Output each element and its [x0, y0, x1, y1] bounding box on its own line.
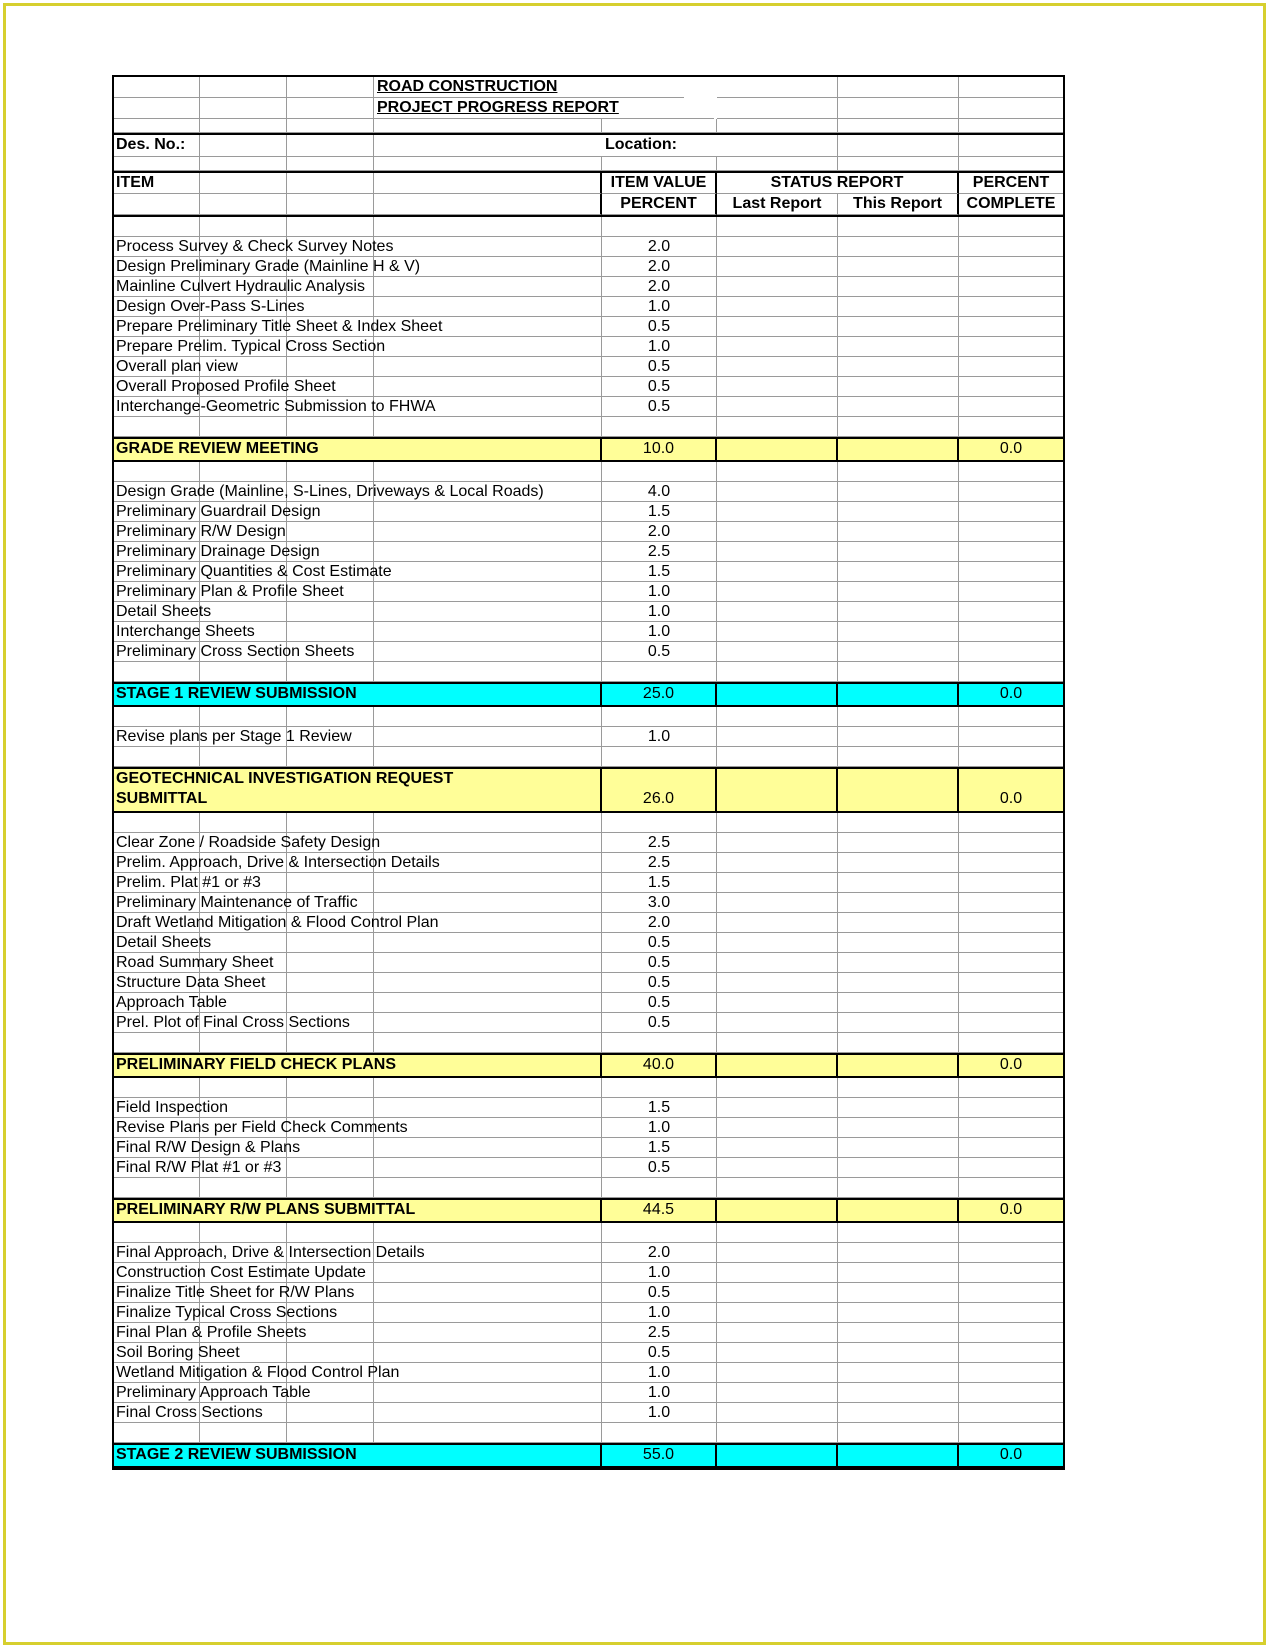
item-row: [114, 1243, 1063, 1263]
milestone-value: 55.0: [602, 1445, 717, 1466]
item-label: Finalize Title Sheet for R/W Plans: [116, 1284, 355, 1301]
status-report-header: STATUS REPORT: [717, 173, 959, 194]
item-label: Final Plan & Profile Sheets: [116, 1324, 307, 1341]
item-value: 1.5: [602, 1138, 717, 1158]
item-row: [114, 833, 1063, 853]
blank-row: [114, 1423, 1063, 1443]
item-header: ITEM: [114, 173, 200, 194]
percent-header: PERCENT: [959, 173, 1063, 194]
item-label: Preliminary R/W Design: [116, 523, 286, 540]
item-label: Structure Data Sheet: [116, 974, 266, 991]
item-row: [114, 1343, 1063, 1363]
milestone-row: [114, 767, 1063, 813]
item-row: [114, 542, 1063, 562]
item-label: Detail Sheets: [116, 934, 212, 951]
item-label: Soil Boring Sheet: [116, 1344, 240, 1361]
item-label: Prelim. Plat #1 or #3: [116, 874, 261, 891]
item-value: 0.5: [602, 377, 717, 397]
item-label: Preliminary Cross Section Sheets: [116, 643, 355, 660]
item-label: Construction Cost Estimate Update: [116, 1264, 366, 1281]
item-row: [114, 337, 1063, 357]
item-value: 1.5: [602, 1098, 717, 1118]
blank-row: [114, 1178, 1063, 1198]
spacer-row-2: [114, 157, 1063, 173]
item-value: 1.0: [602, 1263, 717, 1283]
blank-row: [114, 1078, 1063, 1098]
milestone-label: GRADE REVIEW MEETING: [114, 439, 602, 460]
milestone-row: [114, 1443, 1063, 1468]
item-row: [114, 622, 1063, 642]
item-value: 2.0: [602, 237, 717, 257]
milestone-label: STAGE 2 REVIEW SUBMISSION: [114, 1445, 602, 1466]
item-row: [114, 582, 1063, 602]
item-row: [114, 953, 1063, 973]
item-value: 1.0: [602, 582, 717, 602]
item-value: 1.5: [602, 562, 717, 582]
item-label: Preliminary Plan & Profile Sheet: [116, 583, 344, 600]
item-value: 0.5: [602, 317, 717, 337]
item-row: [114, 522, 1063, 542]
item-value: 1.0: [602, 622, 717, 642]
blank-row: [114, 217, 1063, 237]
title-row-2: [114, 98, 1063, 119]
blank-row: [114, 417, 1063, 437]
item-value: 1.5: [602, 873, 717, 893]
item-value: 0.5: [602, 1013, 717, 1033]
item-label: Preliminary Guardrail Design: [116, 503, 321, 520]
item-value: 3.0: [602, 893, 717, 913]
item-row: [114, 1403, 1063, 1423]
blank-row: [114, 1033, 1063, 1053]
percent-subheader: PERCENT: [602, 194, 717, 215]
item-label: Preliminary Quantities & Cost Estimate: [116, 563, 392, 580]
item-label: Clear Zone / Roadside Safety Design: [116, 834, 381, 851]
milestone-row: [114, 1053, 1063, 1078]
blank-row: [114, 813, 1063, 833]
item-label: Prel. Plot of Final Cross Sections: [116, 1014, 350, 1031]
item-row: [114, 1323, 1063, 1343]
milestone-value: 40.0: [602, 1055, 717, 1076]
item-label: Road Summary Sheet: [116, 954, 274, 971]
milestone-value: 44.5: [602, 1200, 717, 1221]
item-value: 1.0: [602, 1118, 717, 1138]
item-value: 0.5: [602, 1343, 717, 1363]
item-row: [114, 1363, 1063, 1383]
item-row: [114, 1118, 1063, 1138]
item-row: [114, 257, 1063, 277]
item-value: 1.5: [602, 502, 717, 522]
item-row: [114, 1263, 1063, 1283]
milestone-row: [114, 682, 1063, 707]
milestone-complete: 0.0: [959, 439, 1063, 460]
item-label: Final Cross Sections: [116, 1404, 263, 1421]
item-label: Final R/W Plat #1 or #3: [116, 1159, 282, 1176]
blank-row: [114, 747, 1063, 767]
item-value: 2.0: [602, 257, 717, 277]
milestone-label: PRELIMINARY FIELD CHECK PLANS: [114, 1055, 602, 1076]
des-location-row: [114, 135, 1063, 157]
item-value: 2.5: [602, 1323, 717, 1343]
item-label: Detail Sheets: [116, 603, 212, 620]
item-row: [114, 1013, 1063, 1033]
spacer-row: [114, 119, 1063, 135]
item-value: 0.5: [602, 953, 717, 973]
item-label: Interchange-Geometric Submission to FHWA: [116, 398, 436, 415]
item-row: [114, 1303, 1063, 1323]
milestone-label: STAGE 1 REVIEW SUBMISSION: [114, 684, 602, 705]
item-value: 0.5: [602, 642, 717, 662]
item-value: 1.0: [602, 602, 717, 622]
item-label: Design Over-Pass S-Lines: [116, 298, 305, 315]
item-label: Mainline Culvert Hydraulic Analysis: [116, 278, 365, 295]
item-row: [114, 1283, 1063, 1303]
item-label: Design Grade (Mainline, S-Lines, Driveways & Local Roads): [116, 483, 544, 500]
item-value: 0.5: [602, 397, 717, 417]
milestone-complete: 0.0: [959, 1445, 1063, 1466]
item-value: 2.0: [602, 913, 717, 933]
report-title-line1: ROAD CONSTRUCTION: [374, 77, 684, 98]
item-row: [114, 933, 1063, 953]
item-row: [114, 317, 1063, 337]
item-row: [114, 357, 1063, 377]
item-row: [114, 297, 1063, 317]
blank-row: [114, 707, 1063, 727]
item-row: [114, 562, 1063, 582]
item-value: 0.5: [602, 993, 717, 1013]
item-value: 1.0: [602, 1363, 717, 1383]
item-value: 1.0: [602, 727, 717, 747]
item-label: Draft Wetland Mitigation & Flood Control Plan: [116, 914, 439, 931]
item-row: [114, 397, 1063, 417]
item-row: [114, 873, 1063, 893]
item-value: 1.0: [602, 297, 717, 317]
item-row: [114, 1158, 1063, 1178]
item-row: [114, 642, 1063, 662]
item-value: 0.5: [602, 357, 717, 377]
item-row: [114, 602, 1063, 622]
item-row: [114, 973, 1063, 993]
report-title-line2: PROJECT PROGRESS REPORT: [374, 98, 714, 119]
item-label: Prelim. Approach, Drive & Intersection Details: [116, 854, 440, 871]
item-value: 0.5: [602, 973, 717, 993]
item-value: 4.0: [602, 482, 717, 502]
item-label: Interchange Sheets: [116, 623, 255, 640]
item-row: [114, 1098, 1063, 1118]
item-label: Preliminary Drainage Design: [116, 543, 320, 560]
item-label: Design Preliminary Grade (Mainline H & V): [116, 258, 421, 275]
last-report-header: Last Report: [717, 194, 838, 215]
item-label: Approach Table: [116, 994, 227, 1011]
item-label: Field Inspection: [116, 1099, 229, 1116]
des-no-label: Des. No.:: [114, 135, 200, 157]
milestone-complete: 0.0: [959, 684, 1063, 705]
blank-row: [114, 1223, 1063, 1243]
item-value: 1.0: [602, 1403, 717, 1423]
item-label: Finalize Typical Cross Sections: [116, 1304, 338, 1321]
item-label: Preliminary Approach Table: [116, 1384, 311, 1401]
milestone-complete: 0.0: [959, 1200, 1063, 1221]
item-label: Prepare Prelim. Typical Cross Section: [116, 338, 386, 355]
item-row: [114, 993, 1063, 1013]
item-row: [114, 913, 1063, 933]
blank-row: [114, 462, 1063, 482]
item-row: [114, 502, 1063, 522]
complete-subheader: COMPLETE: [959, 194, 1063, 215]
milestone-label: GEOTECHNICAL INVESTIGATION REQUEST SUBMITTAL: [114, 769, 602, 811]
item-row: [114, 727, 1063, 747]
item-value: 1.0: [602, 337, 717, 357]
item-value: 2.5: [602, 833, 717, 853]
item-label: Final R/W Design & Plans: [116, 1139, 301, 1156]
item-label: Overall Proposed Profile Sheet: [116, 378, 336, 395]
item-label: Revise plans per Stage 1 Review: [116, 728, 352, 745]
item-row: [114, 853, 1063, 873]
item-row: [114, 1138, 1063, 1158]
item-row: [114, 377, 1063, 397]
header-row-1: [114, 173, 1063, 194]
milestone-value: 10.0: [602, 439, 717, 460]
item-value-header: ITEM VALUE: [602, 173, 717, 194]
item-value: 0.5: [602, 933, 717, 953]
milestone-value: 25.0: [602, 684, 717, 705]
item-row: [114, 237, 1063, 257]
blank-row: [114, 662, 1063, 682]
milestone-value: 26.0: [602, 769, 717, 811]
this-report-header: This Report: [838, 194, 959, 215]
item-label: Final Approach, Drive & Intersection Details: [116, 1244, 425, 1261]
title-row-1: [114, 77, 1063, 98]
report-rows: [114, 217, 1063, 1468]
header-row-2: [114, 194, 1063, 217]
milestone-complete: 0.0: [959, 1055, 1063, 1076]
item-value: 2.0: [602, 277, 717, 297]
item-value: 2.5: [602, 853, 717, 873]
item-label: Preliminary Maintenance of Traffic: [116, 894, 358, 911]
item-value: 1.0: [602, 1303, 717, 1323]
milestone-row: [114, 437, 1063, 462]
item-label: Wetland Mitigation & Flood Control Plan: [116, 1364, 400, 1381]
item-label: Revise Plans per Field Check Comments: [116, 1119, 408, 1136]
milestone-complete: 0.0: [959, 769, 1063, 811]
item-value: 2.0: [602, 522, 717, 542]
item-row: [114, 277, 1063, 297]
milestone-row: [114, 1198, 1063, 1223]
item-value: 2.0: [602, 1243, 717, 1263]
milestone-label: PRELIMINARY R/W PLANS SUBMITTAL: [114, 1200, 602, 1221]
location-label: Location:: [602, 135, 838, 157]
item-row: [114, 1383, 1063, 1403]
item-row: [114, 482, 1063, 502]
progress-report-sheet: [112, 75, 1065, 1470]
item-value: 1.0: [602, 1383, 717, 1403]
item-value: 0.5: [602, 1283, 717, 1303]
item-label: Overall plan view: [116, 358, 238, 375]
item-label: Process Survey & Check Survey Notes: [116, 238, 394, 255]
item-row: [114, 893, 1063, 913]
item-value: 0.5: [602, 1158, 717, 1178]
item-label: Prepare Preliminary Title Sheet & Index Sheet: [116, 318, 443, 335]
item-value: 2.5: [602, 542, 717, 562]
